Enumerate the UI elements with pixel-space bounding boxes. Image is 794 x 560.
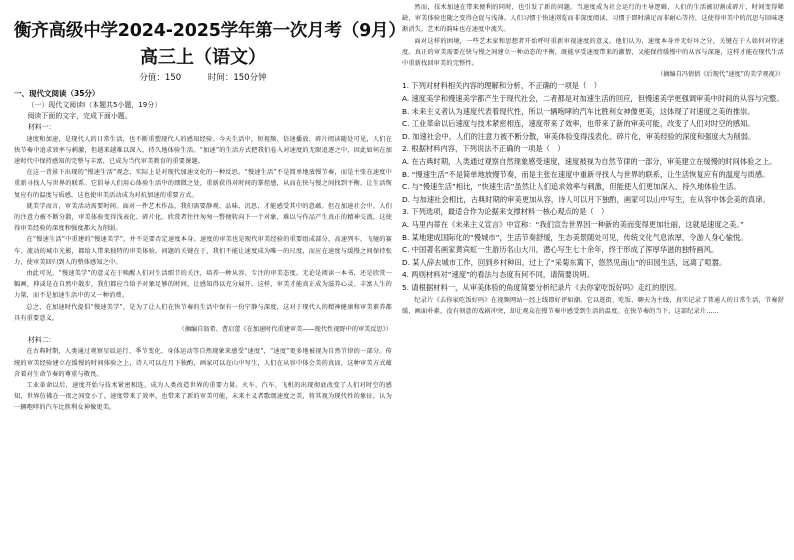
question-option: B. “慢速生活”不是简单地放慢节奏，而是主张在速度中重新寻找人与世界的联系，让生活恢复应有的温度与质感。 xyxy=(402,169,770,179)
exam-title: 衡齐高级中学2024-2025学年第一次月考（9月） xyxy=(14,21,406,41)
exam-subtitle: 高三上（语文） xyxy=(140,47,266,68)
question-option: B. 未来主义者认为速度代表着现代性，所以一辆咆哮的汽车比胜利女神像更美，这体现了对速度之美的推崇。 xyxy=(402,106,755,116)
instructions: 阅读下面的文字，完成下面小题。 xyxy=(27,112,132,121)
question-option: C. 与“慢速生活”相比，“快速生活”虽然让人们追求效率与刺激，但能使人们更加深入、持久地体验生活。 xyxy=(402,182,741,192)
m2-paragraph: 然而，技术加速在带来便利的同时，也引发了新的问题。当速度成为社会运行的主导逻辑，人们的生活被切割成碎片，时间变得稀缺，审美体验也随之变得仓促与浅薄。人们习惯于快速浏览而非深度阅读，习惯于即时满足而非耐心等待，这使得审美中的沉思与回味逐渐消失，艺术的韵味也在速度中流失。 xyxy=(402,4,784,34)
question-option: D. 某人辞去城市工作，回到乡村种田，过上了“采菊东篱下，悠然见南山”的田园生活，远离了喧嚣。 xyxy=(402,257,727,267)
question-option: D. 与加速社会相比，古典时期的审美更加从容，诗人可以月下独酌，画家可以山中写生，在从容中体会美的真谛。 xyxy=(402,194,770,204)
m1-paragraph: 在“慢速生活”中重建的“慢速美学”，并不是要否定速度本身。速度的审美也是现代审美经验的重要组成部分，高速列车、飞驰的赛车、流动的城市光影，都给人带来独特的审美体验。问题的关键在于，我们不能让速度成为唯一的尺度，而应在速度与缓慢之间保持张力，使审美回归到人的整体感知之中。 xyxy=(14,236,392,266)
question-stem: 4. 两则材料对“速度”的看法与态度有何不同，请简要说明。 xyxy=(402,270,594,280)
m1-paragraph: 速度和加速，是现代人的日常生活，也不断重塑现代人的感知经验。今天生活中，短视频、倍速播放、碎片阅读随处可见，人们在快节奏中追求效率与刺激，但越来越难以深入、持久地体验生活。“加速”的生活方式把我们卷入对速度的无限追逐之中，因此如何在加速时代中保持感知的完整与丰富，已成为当代审美教育的重要课题。 xyxy=(14,135,392,166)
material2-label: 材料二： xyxy=(28,336,56,345)
exam-meta xyxy=(14,72,392,85)
right-column xyxy=(402,2,784,317)
question-option: D. 加速社会中，人们的注意力被不断分散，审美体验变得浅表化、碎片化，审美经验的深度和强度大为削弱。 xyxy=(402,131,756,141)
section-heading: 一、现代文阅读（35分） xyxy=(14,89,100,98)
question-option: C. 工业革命以后速度与技术紧密相连，速度带来了效率，也带来了新的审美可能，改变了人们对时空的感知。 xyxy=(402,119,755,129)
question-option: A. 在古典时期，人类通过观察自然现象感受速度，速度被视为自然节律的一部分，审美建立在缓慢的时间体验之上。 xyxy=(402,156,777,166)
material1-label: 材料一： xyxy=(28,123,56,132)
m1-paragraph: 在这一背景下出现的“慢速生活”观念，实际上是对现代加速文化的一种反思。“慢速生活”不是简单地放慢节奏，而是主张在速度中重新寻找人与世界的联系。它倡导人们用心体验生活中的细微之处，重新获得对时间的掌控感，从而在快与慢之间找到平衡，让生活恢复应有的温度与质感，这也使审美活动成为对抗加速的重要方式。 xyxy=(14,169,392,199)
question-stem: 1. 下列对材料相关内容的理解和分析，不正确的一项是（ ） xyxy=(402,81,601,91)
m2-paragraph: 工业革命以后，速度开始与技术紧密相连，成为人类改造世界的重要力量。火车、汽车、飞机的出现彻底改变了人们对时空的感知，世界仿佛在一夜之间变小了。速度带来了效率，也带来了新的审美可能，未来主义者歌颂速度之美，将其视为现代性的象征，认为一辆咆哮的汽车比胜利女神像更美。 xyxy=(14,382,392,412)
question-stem: 5. 请根据材料一，从审美体验的角度简要分析纪录片《去你家吃饭好吗》走红的原因。 xyxy=(402,282,682,292)
question-stem: 3. 下列选项，最适合作为论据来支撑材料一核心观点的是（ ） xyxy=(402,207,609,217)
m1-source: （摘编自翁希、曹启蕾《在加速时代重建审美——现代性视野中的审美反思》） xyxy=(178,326,392,334)
m2-source: （摘编自冯倩倩《后现代“速度”的美学观视》） xyxy=(657,71,784,79)
time-label: 时间：150分钟 xyxy=(207,73,267,83)
q5-material: 纪录片《去你家吃饭好吗》在视频网站一经上线即好评如潮。它以逛街、吃饭、聊天为主线，真实记录了普通人的日常生活，节奏舒缓，画面朴素，没有刻意的戏剧冲突，却让观众在慢节奏中感受到生活的温度。在快节奏的当下，这部纪录片…… xyxy=(402,296,784,315)
m2-paragraph: 在古典时期，人类通过观察星辰运行、季节变化、身体运动等自然现象来感受“速度”，“速度”更多地被视为自然节律的一部分。传统的审美经验建立在缓慢的时间体验之上，诗人可以在月下独酌，画家可以在山中写生，人们在从容中体会美的真谛，这种审美方式蕴含着对生命节奏的尊重与敬畏。 xyxy=(14,348,392,378)
left-column xyxy=(14,0,406,414)
m1-paragraph: 总之，在加速时代提倡“慢速美学”，是为了让人们在快节奏的生活中保有一份宁静与深度，这对于现代人的精神健康和审美素养都具有重要意义。 xyxy=(14,303,392,322)
question-stem: 2. 根据材料内容，下列说法不正确的一项是（ ） xyxy=(402,144,565,154)
question-option: A. 速度美学和慢速美学都产生于现代社会，二者都是对加速生活的回应，但慢速美学更强调审美中时间的从容与完整。 xyxy=(402,94,784,104)
m2-paragraph: 面对这样的困境，一些艺术家和思想者开始呼吁重新审视速度的意义。他们认为，速度本身并无好坏之分，关键在于人如何对待速度。真正的审美需要在快与慢之间建立一种动态的平衡，既能享受速度带来的激情，又能保持缓慢中的从容与深邃，这样才能在现代生活中重新找回审美的完整性。 xyxy=(402,37,784,68)
m1-paragraph: 就美学而言，审美活动需要时间。面对一件艺术作品，我们需要静观、品味、沉思，才能感受其中的意蕴。但在加速社会中，人们的注意力被不断分散，审美体验变得浅表化、碎片化。欣赏者往往匆匆一瞥便转向下一个对象，难以与作品产生真正的精神交流，这使得审美经验的深度和强度都大为削弱。 xyxy=(14,202,392,233)
question-option: C. 中国著名画家黄宾虹一生游历名山大川，潜心写生七十余年，终于形成了浑厚华滋的独特画风。 xyxy=(402,245,719,255)
sub-section-heading: （一）现代文阅读Ⅰ（本题共5小题，19分） xyxy=(27,101,162,109)
score-label: 分值：150 xyxy=(139,73,182,83)
m1-paragraph: 由此可见，“慢速美学”的意义在于唤醒人们对生活细节的关注，培养一种从容、专注的审美态度。无论是阅读一本书，还是欣赏一幅画，抑或是在自然中散步，我们都应当给予对象足够的时间，让感知得以充分展开。这样，审美才能真正成为滋养心灵、丰富人生的力量，而不是加速生活中的又一种消费。 xyxy=(14,270,392,300)
question-option: A. 马里内蒂在《未来主义宣言》中宣称：“我们宣告世界因一种新的美而变得更加壮丽，这就是速度之美。” xyxy=(402,219,744,229)
question-option: B. 某地建成国际化的“慢城市”，生活节奏舒缓，生态美景随处可见，传统文化气息浓厚，令游人身心愉悦。 xyxy=(402,232,748,242)
